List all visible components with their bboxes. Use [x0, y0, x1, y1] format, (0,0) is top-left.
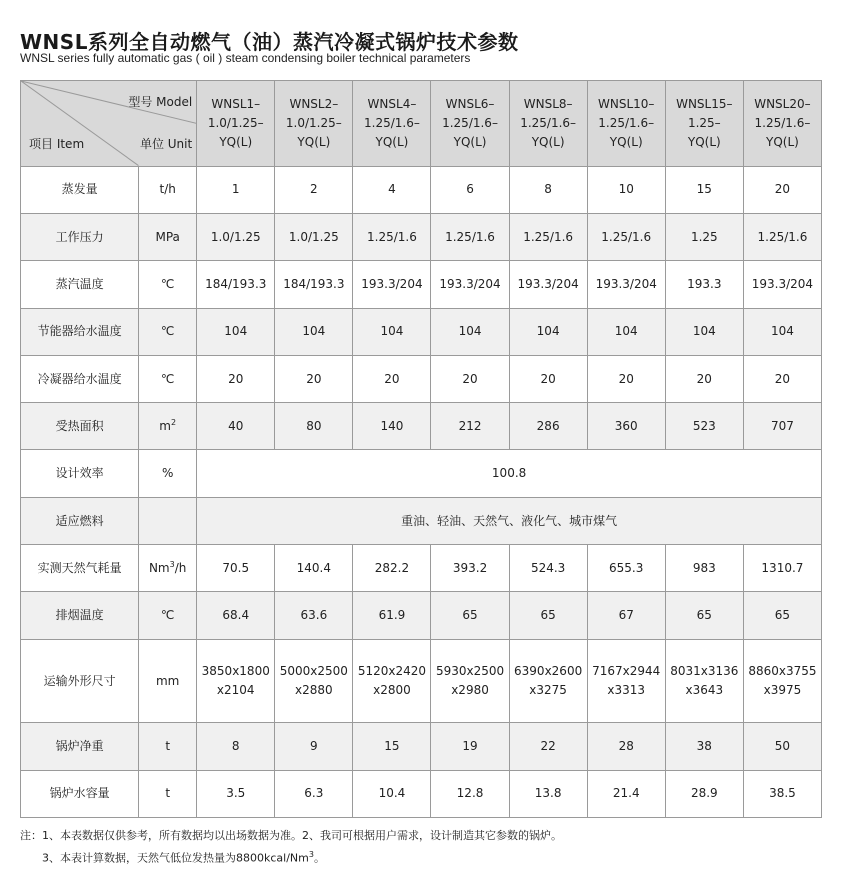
header-model-label: 型号 Model	[128, 95, 193, 109]
row-unit: ℃	[139, 355, 197, 402]
model-name-line: WNSL6–	[445, 97, 495, 112]
value-cell: 104	[587, 308, 665, 355]
value-cell: 61.9	[353, 592, 431, 639]
value-cell: 28	[587, 723, 665, 770]
model-header-cell	[197, 81, 275, 167]
dimension-line: x2800	[373, 682, 411, 697]
value-cell	[275, 639, 353, 723]
row-item-label: 适应燃料	[21, 497, 139, 544]
dimension-line: x3643	[685, 682, 724, 697]
value-cell: 1	[197, 166, 275, 213]
value-cell: 1310.7	[743, 545, 821, 592]
model-name-line: WNSL10–	[598, 97, 655, 112]
value-cell: 70.5	[197, 545, 275, 592]
dimension-line: 8860x3755	[748, 664, 817, 679]
value-cell: 20	[353, 355, 431, 402]
value-cell: 193.3/204	[431, 261, 509, 308]
dimension-line: 5000x2500	[279, 664, 348, 679]
model-name-line: WNSL4–	[367, 97, 417, 112]
model-name-line: YQ(L)	[531, 134, 565, 149]
dimension-line: 5930x2500	[435, 664, 505, 679]
model-header-cell	[665, 81, 743, 167]
model-name-line: WNSL2–	[289, 97, 339, 112]
value-cell	[587, 639, 665, 723]
dimension-line: x3275	[529, 682, 567, 697]
spec-table	[20, 80, 822, 818]
row-unit: mm	[139, 639, 197, 723]
unit-sup: 2	[170, 418, 177, 427]
value-cell: 20	[587, 355, 665, 402]
value-cell: 20	[197, 355, 275, 402]
value-cell: 707	[743, 403, 821, 450]
value-cell: 360	[587, 403, 665, 450]
table-row	[21, 592, 822, 639]
row-unit: ℃	[139, 261, 197, 308]
header-unit-label: 单位 Unit	[139, 137, 193, 151]
row-unit: ℃	[139, 308, 197, 355]
model-name-line: WNSL8–	[523, 97, 573, 112]
row-item-label: 实测天然气耗量	[21, 545, 139, 592]
dimension-line: 5120x2420	[357, 664, 427, 679]
model-name-line: 1.25/1.6–	[598, 115, 655, 130]
unit-base: Nm	[148, 560, 170, 575]
value-cell: 193.3/204	[509, 261, 587, 308]
table-row	[21, 166, 822, 213]
value-cell: 655.3	[587, 545, 665, 592]
dimension-line: 8031x3136	[670, 664, 739, 679]
value-cell: 193.3/204	[587, 261, 665, 308]
value-cell: 20	[431, 355, 509, 402]
value-cell: 2	[275, 166, 353, 213]
value-cell: 21.4	[587, 770, 665, 817]
note-line-2-sup: 3	[308, 850, 314, 859]
value-cell: 38.5	[743, 770, 821, 817]
model-name-line: 1.25/1.6–	[754, 115, 811, 130]
value-cell: 20	[743, 166, 821, 213]
value-cell: 523	[665, 403, 743, 450]
dimension-line: x2980	[451, 682, 489, 697]
value-cell: 104	[431, 308, 509, 355]
value-cell: 393.2	[431, 545, 509, 592]
model-header-cell	[431, 81, 509, 167]
dimension-line: x3975	[763, 682, 802, 697]
value-cell: 104	[197, 308, 275, 355]
value-cell: 9	[275, 723, 353, 770]
value-cell	[353, 639, 431, 723]
value-cell: 104	[275, 308, 353, 355]
model-header-cell	[587, 81, 665, 167]
model-name-line: 1.0/1.25–	[207, 115, 264, 130]
value-cell: 22	[509, 723, 587, 770]
note-line-2	[20, 845, 562, 868]
row-item-label: 节能器给水温度	[21, 308, 139, 355]
header-diagonal-cell	[21, 81, 197, 167]
note-line-2-text: 3、本表计算数据，天然气低位发热量为8800kcal/Nm	[42, 851, 309, 865]
dimension-line: 3850x1800	[201, 664, 270, 679]
table-row	[21, 403, 822, 450]
page-subtitle: WNSL series fully automatic gas ( oil ) steam condensing boiler technical parameters	[20, 51, 471, 65]
row-unit	[139, 403, 197, 450]
value-cell: 6	[431, 166, 509, 213]
note-line-1: 注：1、本表数据仅供参考，所有数据均以出场数据为准。2、我司可根据用户需求，设计制造其它参数的锅炉。	[20, 829, 562, 842]
value-cell: 6.3	[275, 770, 353, 817]
row-item-label: 锅炉净重	[21, 723, 139, 770]
note-line-2-tail: 。	[313, 851, 325, 865]
value-cell: 12.8	[431, 770, 509, 817]
row-unit: ℃	[139, 592, 197, 639]
unit-tail: /h	[174, 560, 187, 575]
value-cell: 20	[743, 355, 821, 402]
row-unit: t	[139, 770, 197, 817]
table-body	[21, 81, 822, 818]
model-header-cell	[353, 81, 431, 167]
value-cell: 140.4	[275, 545, 353, 592]
value-cell	[743, 639, 821, 723]
value-cell: 104	[743, 308, 821, 355]
model-name-line: 1.25/1.6–	[364, 115, 420, 130]
value-cell	[431, 639, 509, 723]
table-row	[21, 261, 822, 308]
model-header-cell	[275, 81, 353, 167]
table-row	[21, 639, 822, 723]
value-cell: 104	[353, 308, 431, 355]
value-cell: 19	[431, 723, 509, 770]
notes	[20, 826, 562, 868]
value-cell: 1.25/1.6	[431, 213, 509, 260]
model-header-cell	[743, 81, 821, 167]
model-name-line: YQ(L)	[219, 134, 253, 149]
value-cell: 8	[197, 723, 275, 770]
value-cell: 15	[353, 723, 431, 770]
value-cell: 4	[353, 166, 431, 213]
table-header-row	[21, 81, 822, 167]
model-name-line: WNSL20–	[754, 97, 811, 112]
table-row	[21, 450, 822, 497]
dimension-line: x2104	[216, 682, 255, 697]
value-cell	[197, 639, 275, 723]
merged-value-cell: 100.8	[197, 450, 822, 497]
row-item-label: 运输外形尺寸	[21, 639, 139, 723]
value-cell: 65	[665, 592, 743, 639]
model-name-line: YQ(L)	[609, 134, 643, 149]
value-cell: 68.4	[197, 592, 275, 639]
row-unit	[139, 545, 197, 592]
value-cell: 1.25	[665, 213, 743, 260]
value-cell: 38	[665, 723, 743, 770]
row-item-label: 设计效率	[21, 450, 139, 497]
table-row	[21, 308, 822, 355]
value-cell: 1.25/1.6	[743, 213, 821, 260]
value-cell: 10.4	[353, 770, 431, 817]
unit-sup: 3	[169, 559, 175, 569]
model-name-line: WNSL1–	[211, 97, 261, 112]
value-cell: 20	[275, 355, 353, 402]
value-cell: 282.2	[353, 545, 431, 592]
value-cell: 3.5	[197, 770, 275, 817]
dimension-line: x2880	[295, 682, 333, 697]
value-cell: 1.25/1.6	[509, 213, 587, 260]
row-item-label: 蒸汽温度	[21, 261, 139, 308]
value-cell: 1.25/1.6	[353, 213, 431, 260]
value-cell: 63.6	[275, 592, 353, 639]
model-name-line: 1.25–	[687, 115, 721, 130]
model-name-line: 1.25/1.6–	[520, 115, 577, 130]
model-name-line: YQ(L)	[687, 134, 721, 149]
value-cell: 8	[509, 166, 587, 213]
row-item-label: 锅炉水容量	[21, 770, 139, 817]
unit-base: m	[159, 419, 171, 433]
dimension-line: x3313	[607, 682, 646, 697]
row-item-label: 受热面积	[21, 403, 139, 450]
row-unit: MPa	[139, 213, 197, 260]
value-cell: 80	[275, 403, 353, 450]
value-cell: 193.3/204	[743, 261, 821, 308]
model-name-line: YQ(L)	[453, 134, 487, 149]
model-name-line: 1.0/1.25–	[285, 115, 342, 130]
model-name-line: YQ(L)	[375, 134, 409, 149]
row-unit: t/h	[139, 166, 197, 213]
table-row	[21, 723, 822, 770]
value-cell: 65	[743, 592, 821, 639]
value-cell: 1.25/1.6	[587, 213, 665, 260]
header-item-label: 项目 Item	[29, 137, 85, 151]
value-cell: 65	[509, 592, 587, 639]
value-cell: 184/193.3	[197, 261, 275, 308]
value-cell: 15	[665, 166, 743, 213]
table-row	[21, 545, 822, 592]
table-row	[21, 355, 822, 402]
page-title: WNSL系列全自动燃气（油）蒸汽冷凝式锅炉技术参数	[20, 30, 519, 54]
table-row	[21, 497, 822, 544]
value-cell: 104	[665, 308, 743, 355]
value-cell: 65	[431, 592, 509, 639]
model-name-line: YQ(L)	[766, 134, 799, 149]
value-cell: 983	[665, 545, 743, 592]
merged-value-cell: 重油、轻油、天然气、液化气、城市煤气	[197, 497, 822, 544]
row-unit	[139, 497, 197, 544]
row-item-label: 工作压力	[21, 213, 139, 260]
value-cell: 13.8	[509, 770, 587, 817]
value-cell: 10	[587, 166, 665, 213]
row-unit: %	[139, 450, 197, 497]
table-row	[21, 213, 822, 260]
value-cell	[509, 639, 587, 723]
model-name-line: YQ(L)	[297, 134, 331, 149]
value-cell: 140	[353, 403, 431, 450]
value-cell: 184/193.3	[275, 261, 353, 308]
value-cell: 193.3/204	[353, 261, 431, 308]
value-cell: 104	[509, 308, 587, 355]
value-cell: 524.3	[509, 545, 587, 592]
row-item-label: 蒸发量	[21, 166, 139, 213]
row-unit: t	[139, 723, 197, 770]
value-cell: 212	[431, 403, 509, 450]
value-cell: 286	[509, 403, 587, 450]
value-cell: 40	[197, 403, 275, 450]
value-cell: 50	[743, 723, 821, 770]
value-cell: 20	[665, 355, 743, 402]
dimension-line: 7167x2944	[592, 664, 661, 679]
value-cell: 1.0/1.25	[275, 213, 353, 260]
value-cell: 193.3	[665, 261, 743, 308]
model-header-cell	[509, 81, 587, 167]
value-cell: 67	[587, 592, 665, 639]
row-item-label: 排烟温度	[21, 592, 139, 639]
table-row	[21, 770, 822, 817]
row-item-label: 冷凝器给水温度	[21, 355, 139, 402]
value-cell: 1.0/1.25	[197, 213, 275, 260]
dimension-line: 6390x2600	[514, 664, 583, 679]
value-cell	[665, 639, 743, 723]
model-name-line: 1.25/1.6–	[442, 115, 498, 130]
model-name-line: WNSL15–	[676, 97, 733, 112]
value-cell: 20	[509, 355, 587, 402]
value-cell: 28.9	[665, 770, 743, 817]
